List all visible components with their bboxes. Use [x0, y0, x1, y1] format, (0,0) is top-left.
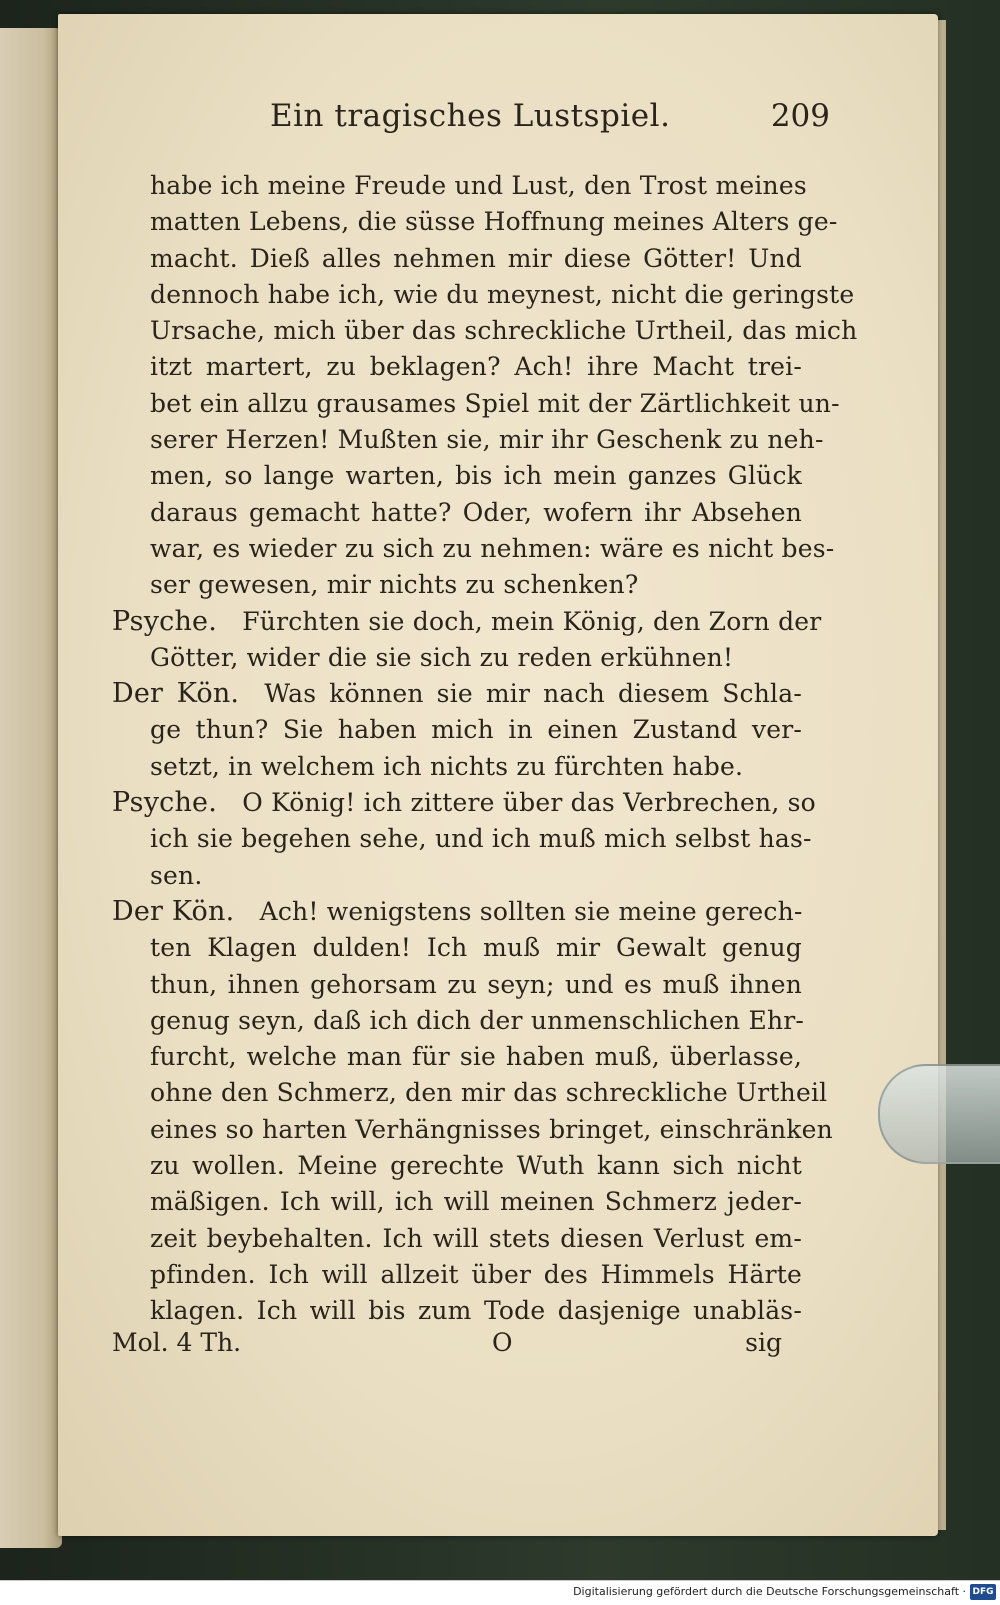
line-text: thun, ihnen gehorsam zu seyn; und es muß ihnen — [150, 969, 802, 999]
line-text: klagen. Ich will bis zum Tode dasjenige unabläs- — [150, 1296, 802, 1326]
credit-text: Digitalisierung gefördert durch die Deutsche Forschungsgemeinschaft · — [573, 1585, 966, 1598]
line-text: dennoch habe ich, wie du meynest, nicht die geringste — [150, 279, 855, 309]
line-text: habe ich meine Freude und Lust, den Trost meines — [150, 171, 807, 200]
page-number: 209 — [770, 98, 830, 134]
line-text: itzt martert, zu beklagen? Ach! ihre Macht trei- — [150, 352, 802, 382]
text-line — [112, 1221, 802, 1257]
line-text: mäßigen. Ich will, ich will meinen Schmerz jeder- — [150, 1187, 802, 1217]
line-text: ser gewesen, mir nichts zu schenken? — [150, 570, 639, 600]
line-text: bet ein allzu grausames Spiel mit der Zärtlichkeit un- — [150, 388, 840, 418]
text-line — [112, 858, 802, 894]
signature-mark: O — [492, 1328, 513, 1357]
text-line — [112, 531, 835, 567]
text-line — [112, 604, 822, 640]
line-text: Ursache, mich über das schreckliche Urtheil, das mich — [150, 316, 858, 346]
page-footer — [112, 1328, 782, 1368]
line-text: Was können sie mir nach diesem Schla- — [264, 679, 802, 709]
line-text: matten Lebens, die süsse Hoffnung meines Alters ge- — [150, 207, 838, 237]
line-text: daraus gemacht hatte? Oder, wofern ihr Absehen — [150, 497, 802, 527]
text-line — [112, 204, 838, 240]
text-line — [112, 749, 802, 785]
text-line — [112, 277, 855, 313]
line-text: pfinden. Ich will allzeit über des Himmels Härte — [150, 1259, 802, 1289]
line-text: Ach! wenigstens sollten sie meine gerech- — [259, 896, 803, 926]
line-text: genug seyn, daß ich dich der unmenschlichen Ehr- — [150, 1005, 805, 1035]
text-block — [112, 168, 858, 1330]
page-header — [270, 98, 830, 148]
facing-page-edge — [0, 28, 62, 1548]
text-line — [112, 1075, 828, 1111]
line-text: setzt, in welchem ich nichts zu fürchten habe. — [150, 751, 744, 781]
line-text: zu wollen. Meine gerechte Wuth kann sich nicht — [150, 1151, 802, 1181]
page-clip — [878, 1064, 1000, 1164]
text-line — [112, 386, 840, 422]
text-line — [112, 967, 802, 1003]
text-line — [112, 1257, 802, 1293]
text-line — [112, 422, 824, 458]
running-title: Ein tragisches Lustspiel. — [270, 98, 671, 134]
line-text: men, so lange warten, bis ich mein ganzes Glück — [150, 461, 802, 491]
line-text: war, es wieder zu sich zu nehmen: wäre es nicht bes- — [150, 533, 835, 563]
text-line — [112, 313, 858, 349]
text-line — [112, 168, 807, 204]
line-text: Fürchten sie doch, mein König, den Zorn der — [242, 606, 822, 636]
text-line — [112, 1184, 802, 1220]
printer-signature: Mol. 4 Th. — [112, 1328, 242, 1357]
line-text: serer Herzen! Mußten sie, mir ihr Geschenk zu neh- — [150, 425, 824, 455]
line-text: furcht, welche man für sie haben muß, überlasse, — [150, 1042, 802, 1072]
text-line — [112, 241, 802, 277]
line-text: eines so harten Verhängnisses bringet, einschränken — [150, 1114, 833, 1144]
line-text: ge thun? Sie haben mich in einen Zustand ver- — [150, 715, 802, 745]
line-text: Götter, wider die sie sich zu reden erkühnen! — [150, 642, 734, 672]
text-line — [112, 712, 802, 748]
text-line — [112, 894, 802, 930]
text-line — [112, 495, 802, 531]
line-text: zeit beybehalten. Ich will stets diesen Verlust em- — [150, 1223, 802, 1253]
dfg-logo: DFG — [970, 1584, 996, 1600]
text-line — [112, 640, 802, 676]
speaker-name: Der Kön. — [112, 678, 240, 710]
text-line — [112, 930, 802, 966]
text-line — [112, 821, 812, 857]
text-line — [112, 676, 802, 712]
text-line — [112, 567, 802, 603]
speaker-name: Psyche. — [112, 605, 218, 637]
text-line — [112, 349, 802, 385]
line-text: O König! ich zittere über das Verbrechen, so — [242, 788, 816, 818]
text-line — [112, 785, 816, 821]
text-line — [112, 1112, 833, 1148]
line-text: macht. Dieß alles nehmen mir diese Götter! Und — [150, 243, 802, 273]
catchword: sig — [745, 1328, 782, 1357]
text-line — [112, 1039, 802, 1075]
line-text: ohne den Schmerz, den mir das schreckliche Urtheil — [150, 1078, 828, 1108]
text-line — [112, 458, 802, 494]
line-text: ten Klagen dulden! Ich muß mir Gewalt genug — [150, 933, 802, 963]
line-text: sen. — [150, 860, 203, 890]
line-text: ich sie begehen sehe, und ich muß mich selbst has- — [150, 824, 812, 854]
text-line — [112, 1148, 802, 1184]
speaker-name: Der Kön. — [112, 895, 235, 927]
text-line — [112, 1003, 805, 1039]
speaker-name: Psyche. — [112, 787, 218, 819]
credit-bar — [0, 1580, 1000, 1605]
text-line — [112, 1293, 802, 1329]
